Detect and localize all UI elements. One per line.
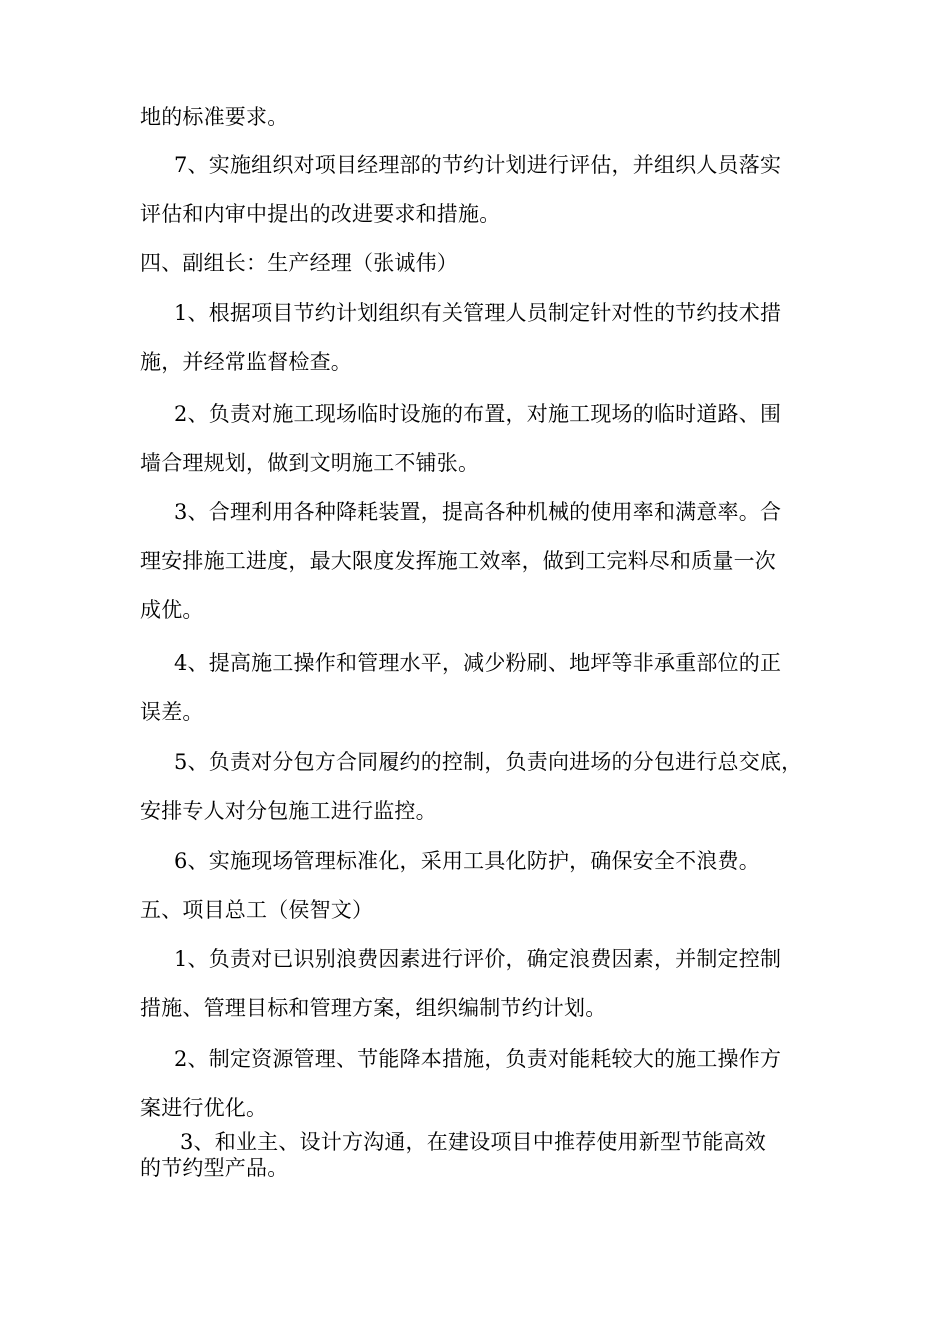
paragraph-line: 误差。: [140, 700, 204, 724]
paragraph-line: 7、实施组织对项目经理部的节约计划进行评估，并组织人员落实: [174, 153, 782, 177]
paragraph-line: 3、合理利用各种降耗装置，提高各种机械的使用率和满意率。合: [174, 500, 782, 524]
paragraph-line: 4、提高施工操作和管理水平，减少粉刷、地坪等非承重部位的正: [174, 651, 782, 675]
section-heading: 四、副组长：生产经理（张诚伟）: [140, 251, 458, 275]
paragraph-line: 安排专人对分包施工进行监控。: [140, 799, 437, 823]
paragraph-line: 1、根据项目节约计划组织有关管理人员制定针对性的节约技术措: [174, 301, 782, 325]
paragraph-line: 措施、管理目标和管理方案，组织编制节约计划。: [140, 996, 607, 1020]
paragraph-line: 6、实施现场管理标准化，采用工具化防护，确保安全不浪费。: [174, 849, 760, 873]
section-heading: 五、项目总工（侯智文）: [140, 898, 374, 922]
paragraph-line: 评估和内审中提出的改进要求和措施。: [140, 202, 501, 226]
paragraph-line: 理安排施工进度，最大限度发挥施工效率，做到工完料尽和质量一次: [140, 549, 776, 573]
paragraph-line: 成优。: [140, 598, 204, 622]
paragraph-line: 2、负责对施工现场临时设施的布置，对施工现场的临时道路、围: [174, 402, 782, 426]
paragraph-line: 2、制定资源管理、节能降本措施，负责对能耗较大的施工操作方: [174, 1047, 782, 1071]
paragraph-line: 的节约型产品。: [140, 1156, 289, 1180]
paragraph-line: 1、负责对已识别浪费因素进行评价，确定浪费因素，并制定控制: [174, 947, 782, 971]
paragraph-line: 施，并经常监督检查。: [140, 350, 352, 374]
paragraph-line: 5、负责对分包方合同履约的控制，负责向进场的分包进行总交底，: [174, 750, 803, 774]
paragraph-line: 地的标准要求。: [140, 105, 289, 129]
paragraph-line: 案进行优化。: [140, 1096, 268, 1120]
paragraph-line: 墙合理规划，做到文明施工不铺张。: [140, 451, 480, 475]
paragraph-line: 3、和业主、设计方沟通，在建设项目中推荐使用新型节能高效: [180, 1130, 766, 1154]
